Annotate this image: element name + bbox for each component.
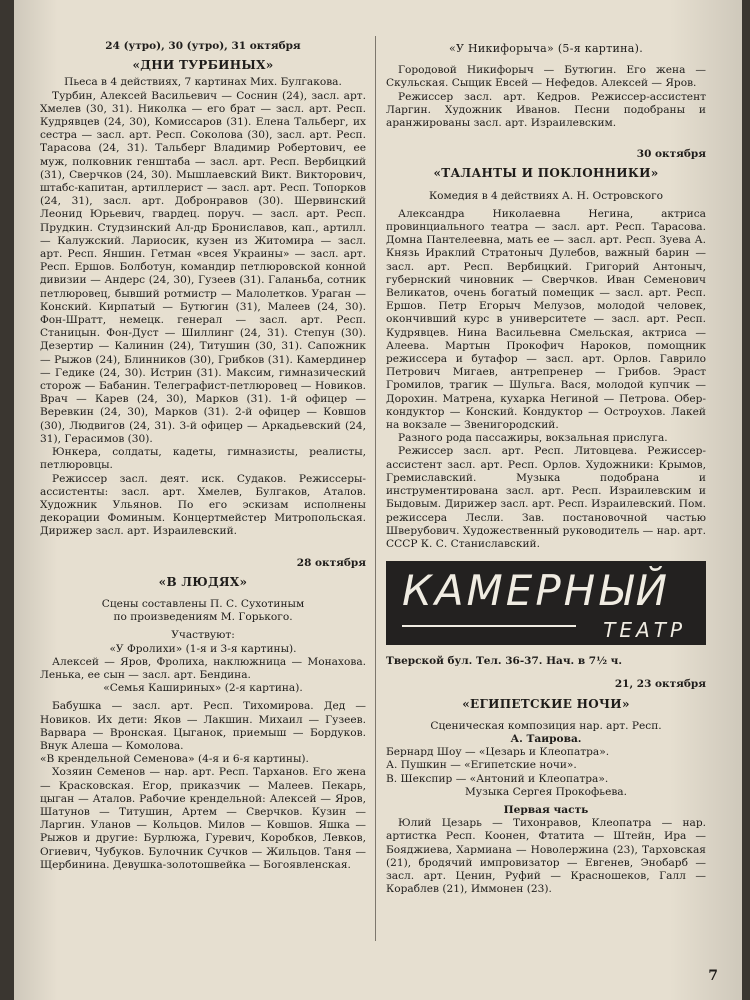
cast-semya-kashirinykh: Бабушка — засл. арт. Респ. Тихомирова. Дед — Новиков. Их дети: Яков — Лакшин. Михаил — Гузеев. Варвара — Вронская. Цыганок, приемыш — Бордуков. Внук Алеша — Комолова. <box>40 700 366 752</box>
credits-talanty: Режиссер засл. арт. Респ. Литовцева. Режиссер-ассистент засл. арт. Респ. Орлов. Художники: Крымов, Гремиславский. Музыка подобрана и инструментирована засл. арт. Респ. Израилевским и Быдовым. Дирижер засл. арт. Респ. Израилевский. Пом. режиссера Лесли. Зав. постановочной частью Шверубович. Художественный руководитель — нар. арт. СССР К. С. Станиславский. <box>386 445 706 550</box>
credits-v-lyudyakh: Режиссер засл. арт. Кедров. Режиссер-ассистент Ларгин. Художник Иванов. Песни подобраны и аранжированы засл. арт. Израилевским. <box>386 90 706 130</box>
extras-talanty: Разного рода пассажиры, вокзальная прислуга. <box>398 432 668 445</box>
date-v-lyudyakh: 28 октября <box>296 556 366 569</box>
date-talanty: 30 октября <box>636 148 706 161</box>
subtitle-dni-turbinykh: Пьеса в 4 действиях, 7 картинах Мих. Булгакова. <box>64 76 342 89</box>
title-v-lyudyakh: «В ЛЮДЯХ» <box>158 574 248 589</box>
title-dni-turbinykh: «ДНИ ТУРБИНЫХ» <box>132 58 274 73</box>
program-page <box>14 0 742 1000</box>
theatre-address: Тверской бул. Тел. 36-37. Нач. в 7½ ч. <box>386 655 623 668</box>
subtitle-egipetskie-line2: А. Таирова. <box>510 732 582 745</box>
left-column <box>40 40 366 872</box>
source-shaw: Бернард Шоу — «Цезарь и Клеопатра». <box>386 746 610 759</box>
music-credit: Музыка Сергея Прокофьева. <box>465 785 627 798</box>
logo-kamerny: КАМЕРНЫЙ <box>402 566 671 616</box>
source-shakespeare: В. Шекспир — «Антоний и Клеопатра». <box>386 772 609 785</box>
participants-heading: Участвуют: <box>171 629 235 642</box>
part-one-heading: Первая часть <box>503 803 589 816</box>
page-number: 7 <box>708 968 718 984</box>
source-pushkin: А. Пушкин — «Египетские ночи». <box>386 759 577 772</box>
title-talanty: «ТАЛАНТЫ И ПОКЛОННИКИ» <box>433 166 659 181</box>
cast-v-krendelnoy: Хозяин Семенов — нар. арт. Респ. Тарханов. Его жена — Красковская. Егор, приказчик — Малеев. Пекарь, цыган — Аталов. Рабочие крендельной: Алексей — Яров, Шатунов — Титушин, Артем — Сверчков. Кузин — Ларгин. Уланов — Кольцов. Милов — Ковшов. Яшка — Рыжов и другие: Бурлюжа, Гуревич, Коробков, Левков, Огиевич, Чубуков. Булочник Сучков — Жильцов. Таня — Щербинина. Девушка-золотошвейка — Богоявленская. <box>40 766 366 871</box>
column-divider <box>375 36 376 941</box>
scene-semya-kashirinykh: «Семья Кашириных» (2-я картина). <box>103 682 303 695</box>
cast-egipetskie-nochi: Юлий Цезарь — Тихонравов, Клеопатра — нар. артистка Респ. Коонен, Фтатита — Штейн, Ира — Бояджиева, Хармиана — Новолержина (23), Тарховская (21), бродячий импровизатор — Евгенев, Энобарб — засл. арт. Ценин, Руфий — Красношеков, Галл — Кораблев (21), Иммонен (23). <box>386 817 706 896</box>
subtitle-v-lyudyakh-line2: по произведениям М. Горького. <box>113 611 293 624</box>
extras-dni-turbinykh: Юнкера, солдаты, кадеты, гимназисты, реалисты, петлюровцы. <box>40 446 366 472</box>
scene-v-krendelnoy: «В крендельной Семенова» (4-я и 6-я картины). <box>40 753 309 766</box>
right-column <box>386 40 706 896</box>
date-dni-turbinykh: 24 (утро), 30 (утро), 31 октября <box>105 40 301 52</box>
cast-u-frolikhi: Алексей — Яров, Фролиха, наклюжница — Монахова. Ленька, ее сын — засл. арт. Бендина. <box>40 655 366 681</box>
cast-dni-turbinykh: Турбин, Алексей Васильевич — Соснин (24), засл. арт. Хмелев (30, 31). Николка — его брат — засл. арт. Респ. Кудрявцев (24, 30), Комиссаров (31). Елена Тальберг, их сестра — засл. арт. Респ. Соколова (30), засл. арт. Респ. Тарасова (24, 31). Тальберг Владимир Робертович, ее муж, полковник генштаба — засл. арт. Респ. Вербицкий (31), Сверчков (24, 30). Мышлаевский Викт. Викторович, штабс-капитан, артиллерист — засл. арт. Респ. Топорков (24, 31), засл. арт. Добронравов (30). Шервинский Леонид Юрьевич, гвардец. поруч. — засл. арт. Респ. Прудкин. Студзинский Ал-др Брониславов, кап., артилл. — Калужский. Лариосик, кузен из Житомира — засл. арт. Респ. Яншин. Гетман «всея Украины» — засл. арт. Респ. Ершов. Болботун, командир петлюровской конной дивизии — Андерс (24, 30), Гузеев (31). Галаньба, сотник петлюровец, бывший ротмистр — Малолетков. Ураган — Конский. Кирпатый — Бутюгин (31), Малеев (24, 30). Фон-Шратт, немецк. генерал — засл. арт. Респ. Станицын. Фон-Дуст — Шиллинг (24, 31). Степун (30). Дезертир — Калинин (24), Титушин (30, 31). Сапожник — Рыжов (24), Блинников (30), Грибков (31). Камердинер — Гедике (24, 30). Истрин (31). Максим, гимназический сторож — Бабанин. Телеграфист-петлюровец — Новиков. Врач — Карев (24, 30), Марков (31). 1-й офицер — Веревкин (24, 30), Марков (31). 2-й офицер — Ковшов (30), Людвигов (24, 31). 3-й офицер — Аркадьевский (24, 31), Герасимов (30). <box>40 89 366 445</box>
subtitle-egipetskie-line1: Сценическая композиция нар. арт. Респ. <box>430 719 662 732</box>
cast-talanty: Александра Николаевна Негина, актриса провинциального театра — засл. арт. Респ. Тарасова. Домна Пантелеевна, мать ее — засл. арт. Респ. Зуева А. Князь Ираклий Стратоныч Дулебов, важный барин — засл. арт. Респ. Вербицкий. Григорий Антоныч, губернский чиновник — Сверчков. Иван Семенович Великатов, очень богатый помещик — засл. арт. Респ. Ершов. Петр Егорыч Мелузов, молодой человек, окончивший курс в университете — засл. арт. Респ. Кудрявцев. Нина Васильевна Смельская, актриса — Алеева. Мартын Прокофич Нароков, помощник режиссера и бутафор — засл. арт. Орлов. Гаврило Петрович Мигаев, антрепренер — Грибов. Эраст Громилов, трагик — Шульга. Вася, молодой купчик — Дорохин. Матрена, кухарка Негиной — Петрова. Обер-кондуктор — Конский. Кондуктор — Остроухов. Лакей на вокзале — Звенигородский. <box>386 207 706 432</box>
date-egipetskie-nochi: 21, 23 октября <box>614 678 706 691</box>
scene-u-nikiforycha: «У Никифорыча» (5-я картина). <box>448 42 644 55</box>
credits-dni-turbinykh: Режиссер засл. деят. иск. Судаков. Режиссеры-ассистенты: засл. арт. Хмелев, Булгаков, Аталов. Художник Ульянов. По его эскизам исполнены декорации Фоминым. Концертмейстер Митропольская. Дирижер засл. арт. Израилевский. <box>40 472 366 538</box>
logo-teatr: ТЕАТР <box>603 617 686 642</box>
subtitle-v-lyudyakh-line1: Сцены составлены П. С. Сухотиным <box>101 597 305 610</box>
subtitle-talanty: Комедия в 4 действиях А. Н. Островского <box>428 189 664 202</box>
logo-rule <box>402 625 576 627</box>
scene-u-frolikhi: «У Фролихи» (1-я и 3-я картины). <box>109 642 297 655</box>
kamerny-teatr-logo <box>386 561 706 645</box>
title-egipetskie-nochi: «ЕГИПЕТСКИЕ НОЧИ» <box>462 696 630 711</box>
cast-u-nikiforycha: Городовой Никифорыч — Бутюгин. Его жена — Скульская. Сыщик Евсей — Нефедов. Алексей — Яров. <box>386 64 706 90</box>
